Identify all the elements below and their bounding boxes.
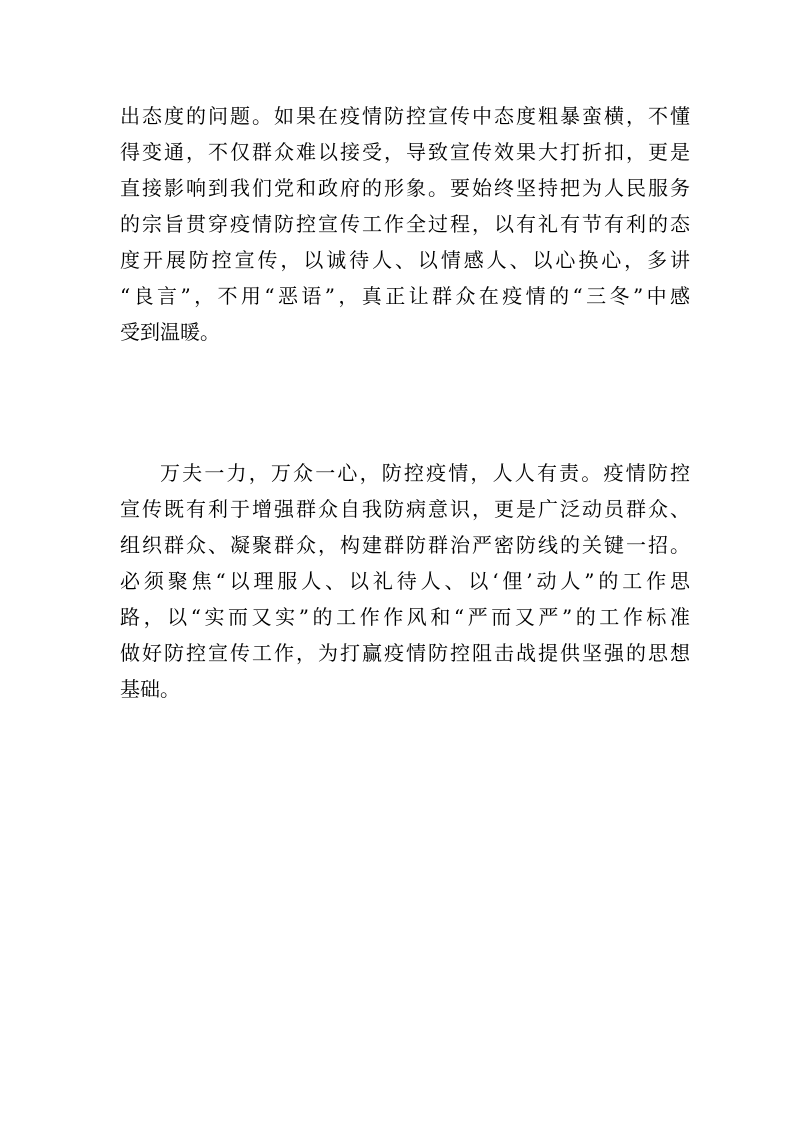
paragraph-1 — [120, 98, 690, 350]
paragraph-2-line-2: 宣传既有利于增强群众自我防病意识，更是广泛动员群众、 — [120, 497, 690, 521]
paragraph-1-line-4: 的宗旨贯穿疫情防控宣传工作全过程，以有礼有节有利的态 — [120, 212, 690, 236]
paragraph-2-line-1: 万夫一力，万众一心，防控疫情，人人有责。疫情防控 — [160, 461, 690, 485]
paragraph-1-line-3: 直接影响到我们党和政府的形象。要始终坚持把为人民服务 — [120, 176, 690, 200]
paragraph-1-line-5: 度开展防控宣传，以诚待人、以情感人、以心换心，多讲 — [120, 248, 690, 272]
paragraph-2-line-3: 组织群众、凝聚群众，构建群防群治严密防线的关键一招。 — [120, 533, 690, 557]
paragraph-1-line-7: 受到温暖。 — [120, 320, 220, 344]
paragraph-1-line-1: 出态度的问题。如果在疫情防控宣传中态度粗暴蛮横，不懂 — [120, 104, 690, 128]
paragraph-2-line-4: 必须聚焦“以理服人、以礼待人、以‘俚’动人”的工作思 — [120, 569, 690, 593]
paragraph-2-line-6: 做好防控宣传工作，为打赢疫情防控阻击战提供坚强的思想 — [120, 641, 690, 665]
paragraph-1-line-6: “良言”，不用“恶语”，真正让群众在疫情的“三冬”中感 — [120, 284, 690, 308]
paragraph-1-line-2: 得变通，不仅群众难以接受，导致宣传效果大打折扣，更是 — [120, 140, 690, 164]
paragraph-2-line-5: 路，以“实而又实”的工作作风和“严而又严”的工作标准 — [120, 605, 690, 629]
paragraph-2 — [120, 455, 690, 707]
paragraph-2-line-7: 基础。 — [120, 677, 180, 701]
